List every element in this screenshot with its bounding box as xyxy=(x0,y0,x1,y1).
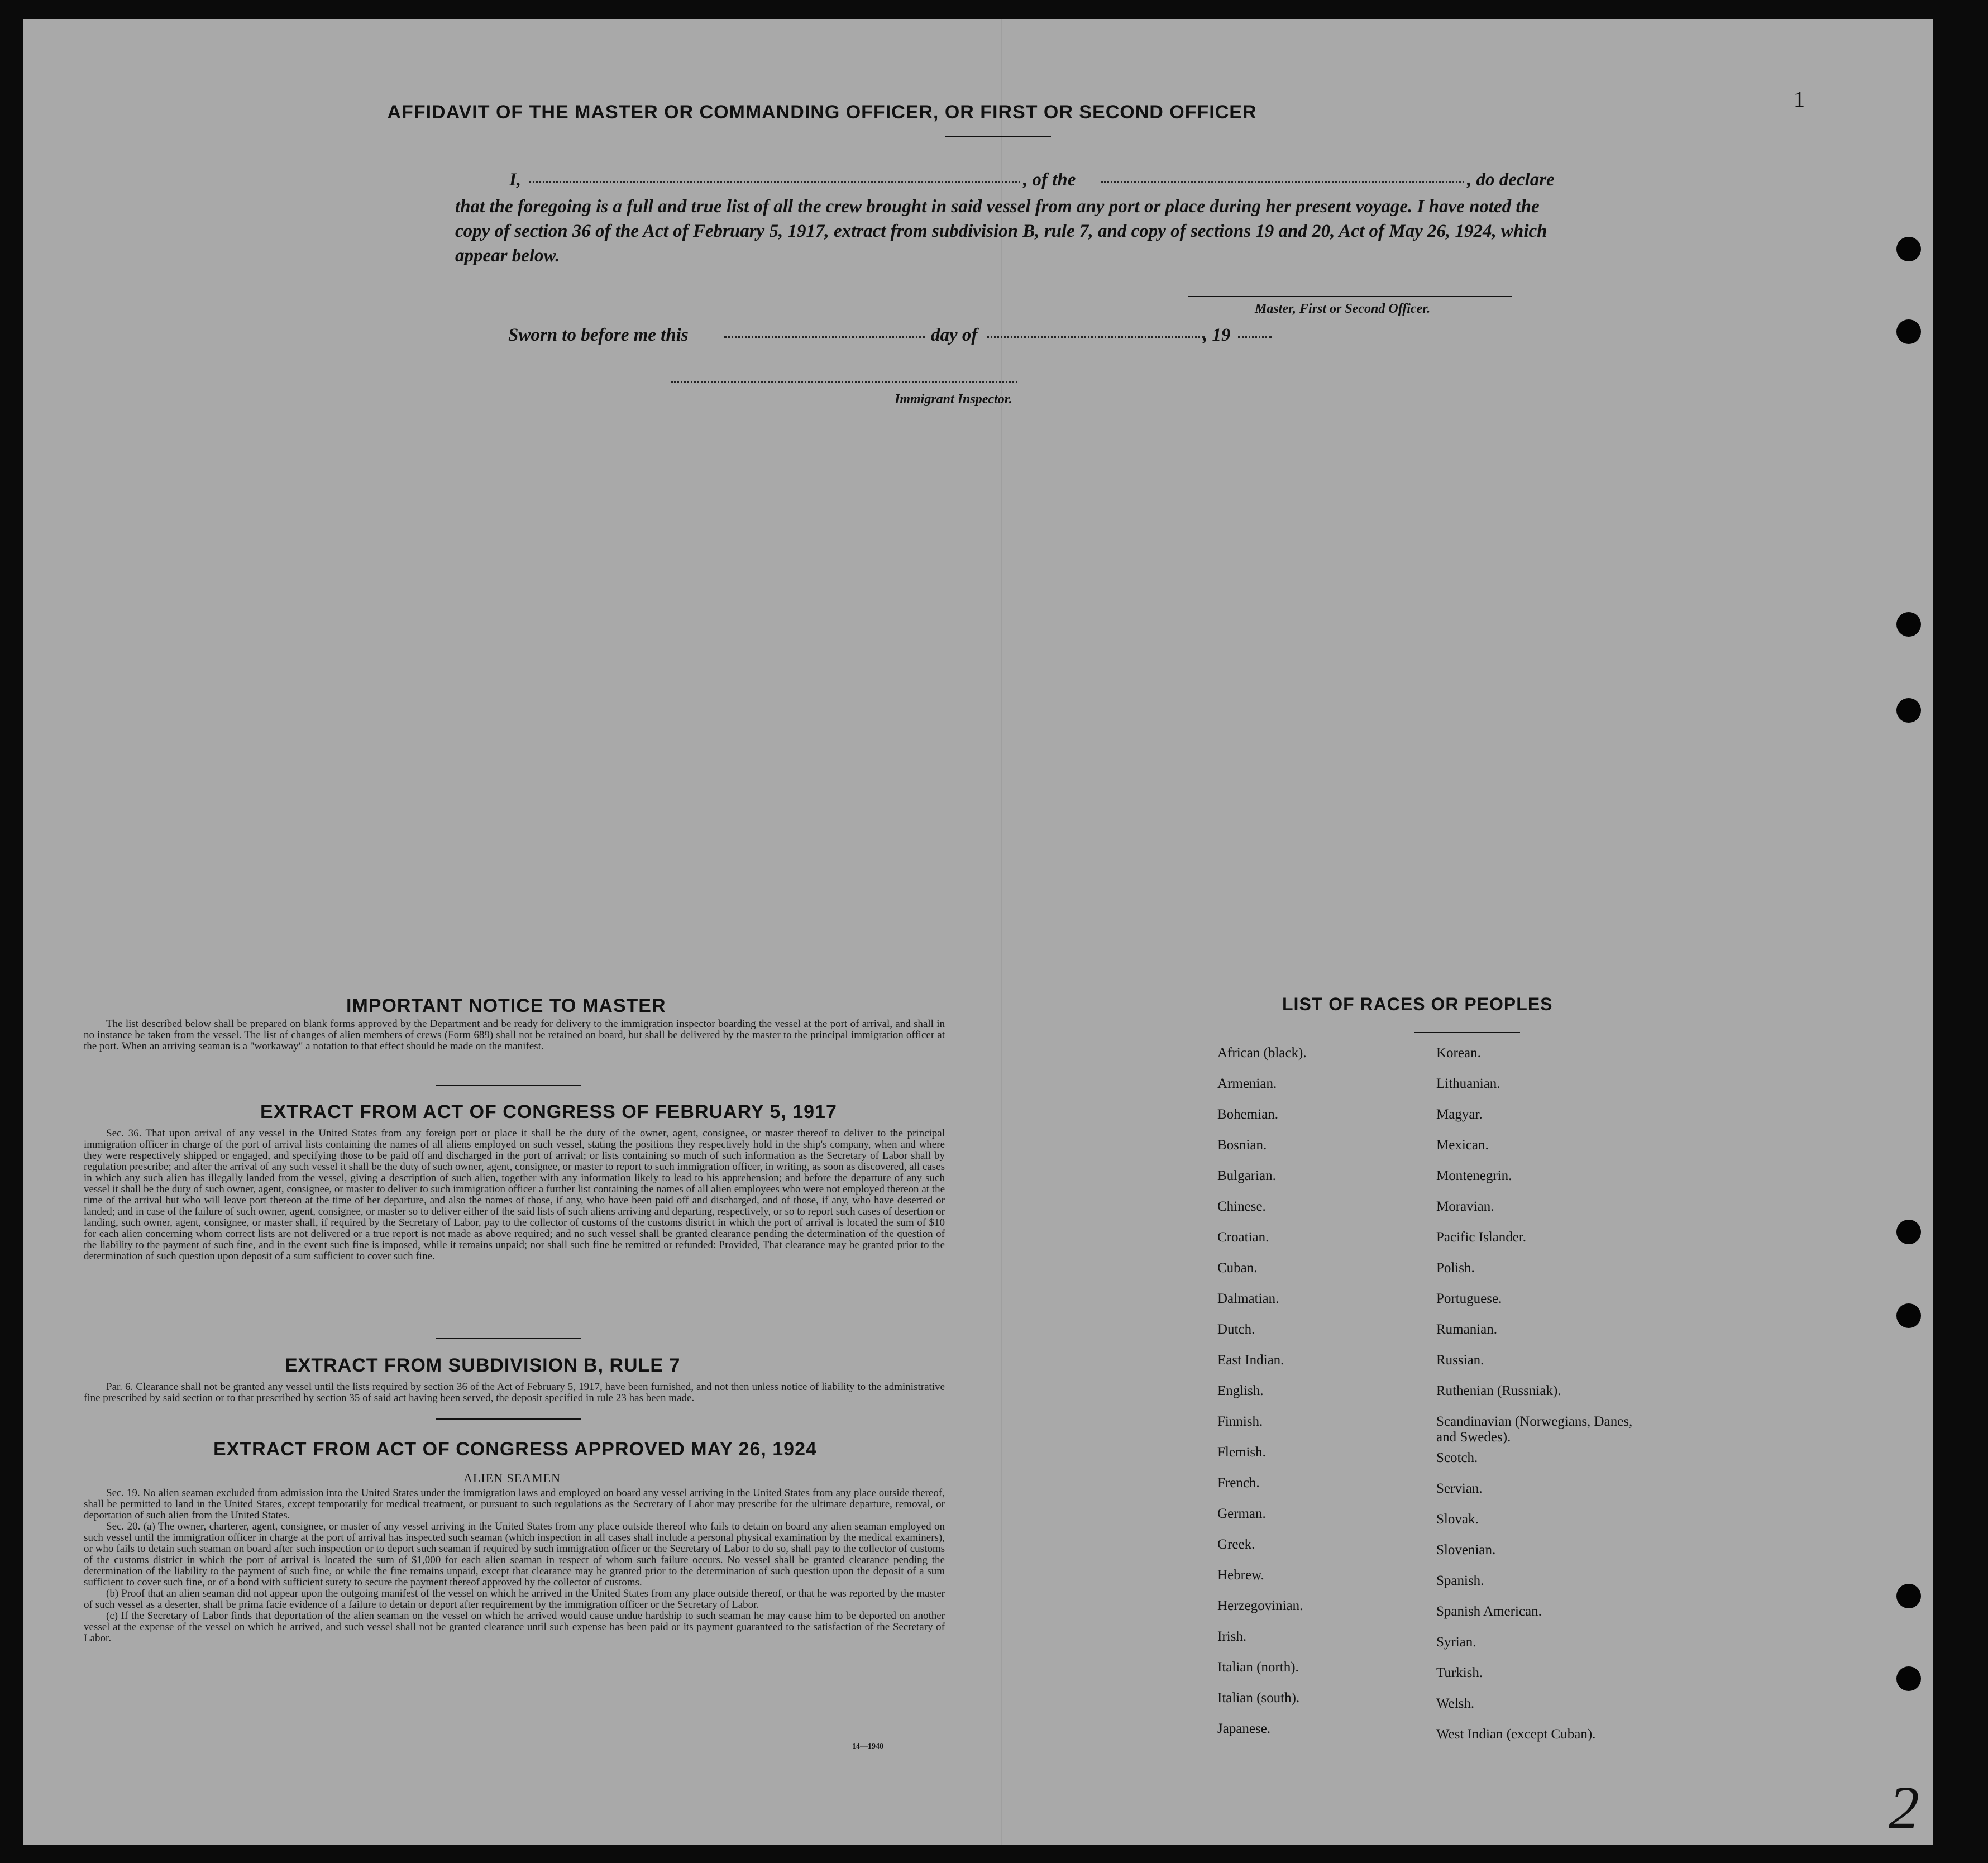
section-19-paragraph: Sec. 19. No alien seaman excluded from admission into the United States under the immigration laws and employed on board any vessel arriving in the United States from any place outside thereof, shall be permitted to land in the United States, except temporarily for medical treatment, or pursuant to such regulations as the Secretary of Labor may prescribe for the ultimate departure, removal, or deportation of such alien from the United States. xyxy=(84,1487,945,1521)
inspector-signature-label: Immigrant Inspector. xyxy=(895,392,1012,407)
punch-hole xyxy=(1896,698,1921,723)
race-item: Irish. xyxy=(1217,1629,1247,1644)
extract-1924-text xyxy=(84,1488,945,1644)
day-of-label: day of xyxy=(931,325,978,345)
race-item: Dutch. xyxy=(1217,1322,1255,1337)
race-item: Mexican. xyxy=(1436,1138,1489,1153)
race-item: Bosnian. xyxy=(1217,1138,1267,1153)
page-mark-top: 1 xyxy=(1794,87,1805,112)
sworn-year-field[interactable] xyxy=(1238,336,1272,338)
race-item: Finnish. xyxy=(1217,1414,1263,1429)
race-item: Servian. xyxy=(1436,1481,1483,1496)
notice-title: IMPORTANT NOTICE TO MASTER xyxy=(346,995,666,1016)
section-20a-paragraph: Sec. 20. (a) The owner, charterer, agent, consignee, or master of any vessel arriving in the United States from any place outside thereof who fails to detain on board any alien seaman employed on such vessel until the immigration officer in charge at the port of arrival has inspected such seaman (which inspection in all cases shall include a personal physical examination by the medical examiners), or who fails to detain such seaman on board after such inspection or to deport such seaman if required by such immigration officer or the Secretary of Labor to do so, shall pay to the collector of customs of the customs district in which the port of arrival is located the sum of $1,000 for each alien seaman in respect of whom such failure occurs. No vessel shall be granted clearance pending the determination of the liability to the payment of such fine, or while the fine remains unpaid, except that clearance may be granted prior to the determination of such question upon the deposit of a sum sufficient to cover such fine, or of a bond with sufficient surety to secure the payment thereof approved by the collector of customs. xyxy=(84,1521,945,1588)
notice-divider xyxy=(436,1085,581,1086)
extract-1924-title: EXTRACT FROM ACT OF CONGRESS APPROVED MAY 26, 1924 xyxy=(213,1439,817,1460)
punch-hole xyxy=(1896,612,1921,637)
race-item: Portuguese. xyxy=(1436,1291,1502,1306)
race-item: Moravian. xyxy=(1436,1199,1494,1214)
rule7-paragraph: Par. 6. Clearance shall not be granted any vessel until the lists required by section 36 of the Act of February 5, 1917, have been furnished, and not then unless notice of liability to the administrative fine prescribed by said section or to that prescribed by section 35 of said act having been served, the deposit specified in rule 23 has been made. xyxy=(84,1381,945,1404)
race-item: Herzegovinian. xyxy=(1217,1598,1303,1613)
sworn-month-field[interactable] xyxy=(987,336,1205,338)
declaration-text: that the foregoing is a full and true list of all the crew brought in said vessel from any port or place during her present voyage. I have noted the copy of section 36 of the Act of February 5, 1917, extract from subdivision B, rule 7, and copy of sections 19 and 20, Act of May 26, 1924, which appear below. xyxy=(455,197,1547,266)
race-item: German. xyxy=(1217,1506,1266,1521)
race-item: Scandinavian (Norwegians, Danes, and Swedes). xyxy=(1436,1414,1633,1445)
do-declare-label: , do declare xyxy=(1467,170,1555,190)
notice-paragraph: The list described below shall be prepared on blank forms approved by the Department and be ready for delivery to the immigration inspector boarding the vessel at the port of arrival, and shall in no instance be taken from the vessel. The list of changes of alien members of crews (Form 689) shall not be retained on board, but shall be delivered by the master to the principal immigration officer at the port. When an arriving seaman is a "workaway" a notation to that effect should be made on the manifest. xyxy=(84,1018,945,1052)
race-item: Dalmatian. xyxy=(1217,1291,1279,1306)
race-item: Montenegrin. xyxy=(1436,1168,1512,1183)
name-field[interactable] xyxy=(529,181,1020,183)
race-item: Welsh. xyxy=(1436,1696,1475,1711)
race-item: Cuban. xyxy=(1217,1260,1258,1276)
races-divider xyxy=(1414,1032,1520,1033)
race-item: French. xyxy=(1217,1475,1260,1491)
affidavit-title: AFFIDAVIT OF THE MASTER OR COMMANDING OFFICER, OR FIRST OR SECOND OFFICER xyxy=(387,102,1257,123)
race-item: Bulgarian. xyxy=(1217,1168,1276,1183)
punch-hole xyxy=(1896,319,1921,344)
sworn-label: Sworn to before me this xyxy=(508,325,689,345)
vessel-field[interactable] xyxy=(1101,181,1464,183)
race-item: Ruthenian (Russniak). xyxy=(1436,1383,1561,1398)
race-item: Japanese. xyxy=(1217,1721,1271,1736)
race-item: Magyar. xyxy=(1436,1107,1483,1122)
master-signature-line[interactable] xyxy=(1188,296,1512,297)
race-item: Slovenian. xyxy=(1436,1542,1496,1558)
race-item: Italian (north). xyxy=(1217,1660,1299,1675)
extract-1917-text xyxy=(84,1128,945,1262)
section-20c-paragraph: (c) If the Secretary of Labor finds that deportation of the alien seaman on the vessel on which he arrived would cause undue hardship to such seaman he may cause him to be deported on another vessel at the expense of the vessel on which he arrived, and such vessel shall not be granted clearance until such expense has been paid or its payment guaranteed to the satisfaction of the Secretary of Labor. xyxy=(84,1610,945,1644)
form-sheet xyxy=(23,19,1933,1845)
race-item: Chinese. xyxy=(1217,1199,1266,1214)
extract-rule7-title: EXTRACT FROM SUBDIVISION B, RULE 7 xyxy=(285,1355,681,1376)
section-20b-paragraph: (b) Proof that an alien seaman did not appear upon the outgoing manifest of the vessel on which he arrived in the United States from any place outside thereof, or that he was reported by the master of such vessel as a deserter, shall be prima facie evidence of a failure to detain or deport after requirement by the immigration officer or the Secretary of Labor. xyxy=(84,1588,945,1611)
race-item: Lithuanian. xyxy=(1436,1076,1500,1091)
race-item: Italian (south). xyxy=(1217,1690,1300,1706)
race-item: Scotch. xyxy=(1436,1450,1478,1465)
race-item: Russian. xyxy=(1436,1353,1484,1368)
i-label: I, xyxy=(509,170,522,190)
race-item: Flemish. xyxy=(1217,1445,1266,1460)
race-item: African (black). xyxy=(1217,1045,1307,1061)
race-item: Syrian. xyxy=(1436,1635,1476,1650)
extract-1917-title: EXTRACT FROM ACT OF CONGRESS OF FEBRUARY 5, 1917 xyxy=(260,1101,837,1122)
race-item: Polish. xyxy=(1436,1260,1475,1276)
race-item: West Indian (except Cuban). xyxy=(1436,1727,1596,1742)
of-the-label: , of the xyxy=(1023,170,1076,190)
punch-hole xyxy=(1896,1584,1921,1608)
race-item: Slovak. xyxy=(1436,1512,1479,1527)
year-label: , 19 xyxy=(1203,325,1231,345)
notice-text xyxy=(84,1019,945,1052)
punch-hole xyxy=(1896,1303,1921,1328)
sworn-day-field[interactable] xyxy=(724,336,925,338)
race-item: Korean. xyxy=(1436,1045,1481,1061)
page-mark-bottom: 2 xyxy=(1889,1774,1919,1842)
punch-hole xyxy=(1896,1666,1921,1691)
race-item: Spanish. xyxy=(1436,1573,1484,1588)
race-item: Bohemian. xyxy=(1217,1107,1279,1122)
punch-hole xyxy=(1896,237,1921,261)
race-item: Turkish. xyxy=(1436,1665,1483,1680)
extract-rule7-text xyxy=(84,1382,945,1404)
title-divider xyxy=(945,136,1051,137)
race-item: Rumanian. xyxy=(1436,1322,1498,1337)
alien-seamen-subtitle: ALIEN SEAMEN xyxy=(463,1471,561,1485)
extract-1917-divider xyxy=(436,1338,581,1339)
section-36-paragraph: Sec. 36. That upon arrival of any vessel in the United States from any foreign port or place it shall be the duty of the owner, agent, consignee, or master thereof to deliver to the principal immigration officer in charge of the port of arrival lists containing the names of all aliens employed on such vessel, stating the positions they respectively hold in the ship's company, when and where they were respectively shipped or engaged, and specifying those to be paid off and discharged in the port of arrival; or lists containing so much of such information as the Secretary of Labor shall by regulation prescribe; and after the arrival of any such vessel it shall be the duty of such owner, agent, consignee, or master to report to such immigration officer, in writing, as soon as discovered, all cases in which any such alien has illegally landed from the vessel, giving a description of such alien, together with any information likely to lead to his apprehension; and before the departure of any such vessel it shall be the duty of such owner, agent, consignee, or master to deliver to such immigration officer a further list containing the names of all alien employees who were not employed thereon at the time of the arrival but who will leave port thereon at the time of her departure, and also the names of those, if any, who have been paid off and discharged, and of those, if any, who have deserted or landed; and in case of the failure of such owner, agent, consignee, or master so to deliver either of the said lists of such aliens arriving and departing, respectively, or so to report such cases of desertion or landing, such owner, agent, consignee, or master shall, if required by the Secretary of Labor, pay to the collector of customs of the customs district in which the port of arrival is located the sum of $10 for each alien concerning whom correct lists are not delivered or a true report is not made as above required; and no such vessel shall be granted clearance pending the determination of the question of the liability to the payment of such fine, and in the event such fine is imposed, while it remains unpaid; nor shall such fine be remitted or refunded: Provided, That clearance may be granted prior to the determination of such question upon deposit of a sum sufficient to cover such fine. xyxy=(84,1128,945,1262)
race-item: Armenian. xyxy=(1217,1076,1277,1091)
extract-rule7-divider xyxy=(436,1418,581,1420)
races-title: LIST OF RACES OR PEOPLES xyxy=(1282,994,1553,1014)
race-item: Pacific Islander. xyxy=(1436,1230,1527,1245)
punch-hole xyxy=(1896,1220,1921,1244)
race-item: Greek. xyxy=(1217,1537,1255,1552)
form-number: 14—1940 xyxy=(852,1742,883,1751)
master-signature-label: Master, First or Second Officer. xyxy=(1255,302,1431,316)
inspector-signature-line[interactable] xyxy=(671,381,1017,383)
race-item: Hebrew. xyxy=(1217,1568,1264,1583)
race-item: East Indian. xyxy=(1217,1353,1284,1368)
race-item: English. xyxy=(1217,1383,1264,1398)
race-item: Spanish American. xyxy=(1436,1604,1542,1619)
race-item: Croatian. xyxy=(1217,1230,1269,1245)
